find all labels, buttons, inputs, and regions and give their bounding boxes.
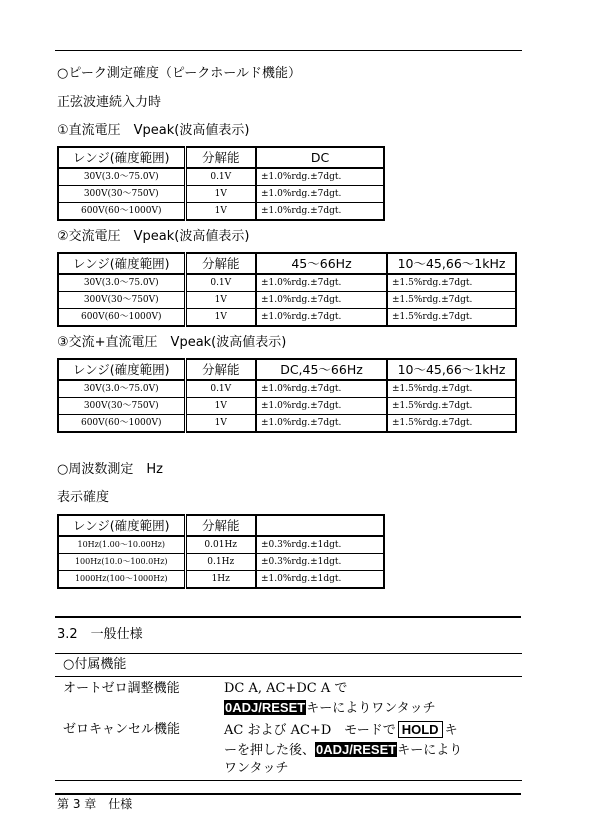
table-row (58, 186, 384, 203)
range-cell: 300V(30～750V) (58, 292, 185, 309)
table-row (58, 536, 384, 554)
zerocancel-label: ゼロキャンセル機能 (63, 722, 181, 737)
dc-table (57, 146, 385, 221)
range-cell: 1000Hz(100～1000Hz) (58, 571, 185, 589)
peak-heading: ○ピーク測定確度（ピークホールド機能） (57, 66, 302, 81)
resolution-cell: 1V (185, 292, 256, 309)
resolution-cell: 0.1V (185, 380, 256, 398)
resolution-cell: 0.1Hz (185, 554, 256, 571)
accuracy-cell: ±1.0%rdg.±7dgt. (256, 398, 387, 415)
acdc-title: ③交流+直流電圧 Vpeak(波高値表示) (57, 335, 287, 350)
section-title: 3.2 一般仕様 (57, 627, 143, 642)
accuracy-cell: ±1.5%rdg.±7dgt. (387, 380, 516, 398)
accuracy-cell: ±1.0%rdg.±7dgt. (256, 203, 384, 221)
accuracy-cell: ±1.0%rdg.±7dgt. (256, 309, 387, 327)
section-rule (55, 616, 521, 618)
table-header: レンジ(確度範囲) (58, 147, 185, 168)
general-bottom-rule (55, 780, 522, 781)
table-header: 分解能 (185, 359, 256, 380)
accuracy-cell: ±1.0%rdg.±1dgt. (256, 571, 384, 589)
accuracy-cell: ±1.0%rdg.±7dgt. (256, 168, 384, 186)
table-header: 分解能 (185, 253, 256, 274)
resolution-cell: 0.1V (185, 168, 256, 186)
adj-reset-key: 0ADJ/RESET (316, 742, 397, 757)
resolution-cell: 1V (185, 186, 256, 203)
autozero-label: オートゼロ調整機能 (63, 681, 180, 696)
resolution-cell: 1V (185, 415, 256, 433)
accuracy-cell: ±1.5%rdg.±7dgt. (387, 309, 516, 327)
range-cell: 600V(60～1000V) (58, 203, 185, 221)
table-header: 10～45,66～1kHz (387, 253, 516, 274)
table-header: レンジ(確度範囲) (58, 515, 185, 536)
attached-top-rule (55, 653, 522, 654)
table-header (256, 515, 384, 536)
attached-heading: ○付属機能 (63, 657, 127, 672)
range-cell: 300V(30～750V) (58, 398, 185, 415)
accuracy-cell: ±1.0%rdg.±7dgt. (256, 415, 387, 433)
table-header: 45～66Hz (256, 253, 387, 274)
resolution-cell: 1V (185, 309, 256, 327)
accuracy-cell: ±1.5%rdg.±7dgt. (387, 274, 516, 292)
autozero-line1: DC A, AC+DC A で (224, 681, 348, 696)
table-row (58, 274, 516, 292)
table-header: レンジ(確度範囲) (58, 253, 185, 274)
accuracy-cell: ±1.0%rdg.±7dgt. (256, 292, 387, 309)
table-row (58, 292, 516, 309)
table-row (58, 168, 384, 186)
range-cell: 300V(30～750V) (58, 186, 185, 203)
accuracy-cell: ±1.5%rdg.±7dgt. (387, 415, 516, 433)
range-cell: 600V(60～1000V) (58, 309, 185, 327)
table-row (58, 571, 384, 589)
sine-input-label: 正弦波連続入力時 (57, 95, 162, 110)
hold-key: HOLD (398, 721, 443, 738)
accuracy-cell: ±1.5%rdg.±7dgt. (387, 292, 516, 309)
top-rule (55, 50, 522, 51)
accuracy-cell: ±1.0%rdg.±7dgt. (256, 380, 387, 398)
dc-title: ①直流電圧 Vpeak(波高値表示) (57, 123, 250, 138)
table-row (58, 309, 516, 327)
adj-reset-key: 0ADJ/RESET (225, 700, 306, 715)
attached-bottom-rule (55, 676, 522, 677)
acdc-table (57, 358, 517, 433)
accuracy-cell: ±1.5%rdg.±7dgt. (387, 398, 516, 415)
zerocancel-line2 (224, 740, 462, 760)
zerocancel-text-a: AC および AC+D モードで (224, 723, 396, 738)
accuracy-cell: ±1.0%rdg.±7dgt. (256, 274, 387, 292)
zerocancel-text-d: キーにより (397, 743, 463, 758)
table-row (58, 554, 384, 571)
table-header: 分解能 (185, 515, 256, 536)
zerocancel-line3: ワンタッチ (224, 761, 289, 776)
resolution-cell: 0.1V (185, 274, 256, 292)
resolution-cell: 1V (185, 203, 256, 221)
autozero-tail: キーによりワンタッチ (306, 701, 436, 716)
table-header: 10～45,66～1kHz (387, 359, 516, 380)
table-header: DC,45～66Hz (256, 359, 387, 380)
table-header: 分解能 (185, 147, 256, 168)
zerocancel-text-b: キ (444, 723, 458, 738)
accuracy-cell: ±0.3%rdg.±1dgt. (256, 554, 384, 571)
table-header: レンジ(確度範囲) (58, 359, 185, 380)
freq-table (57, 514, 385, 589)
footer-chapter: 第 3 章 仕様 (57, 797, 133, 811)
resolution-cell: 1Hz (185, 571, 256, 589)
accuracy-cell: ±1.0%rdg.±7dgt. (256, 186, 384, 203)
resolution-cell: 0.01Hz (185, 536, 256, 554)
accuracy-cell: ±0.3%rdg.±1dgt. (256, 536, 384, 554)
range-cell: 30V(3.0～75.0V) (58, 380, 185, 398)
range-cell: 30V(3.0～75.0V) (58, 168, 185, 186)
range-cell: 100Hz(10.0～100.0Hz) (58, 554, 185, 571)
table-row (58, 415, 516, 433)
range-cell: 30V(3.0～75.0V) (58, 274, 185, 292)
table-row (58, 380, 516, 398)
table-row (58, 398, 516, 415)
range-cell: 10Hz(1.00～10.00Hz) (58, 536, 185, 554)
autozero-line2 (224, 698, 436, 718)
footer-rule (55, 793, 521, 795)
zerocancel-text-c: ーを押した後、 (224, 743, 316, 758)
range-cell: 600V(60～1000V) (58, 415, 185, 433)
ac-title: ②交流電圧 Vpeak(波高値表示) (57, 229, 250, 244)
freq-subheading: 表示確度 (57, 490, 110, 505)
resolution-cell: 1V (185, 398, 256, 415)
freq-heading: ○周波数測定 Hz (57, 462, 163, 477)
ac-table (57, 252, 517, 327)
zerocancel-line1 (224, 720, 458, 740)
table-header: DC (256, 147, 384, 168)
table-row (58, 203, 384, 221)
